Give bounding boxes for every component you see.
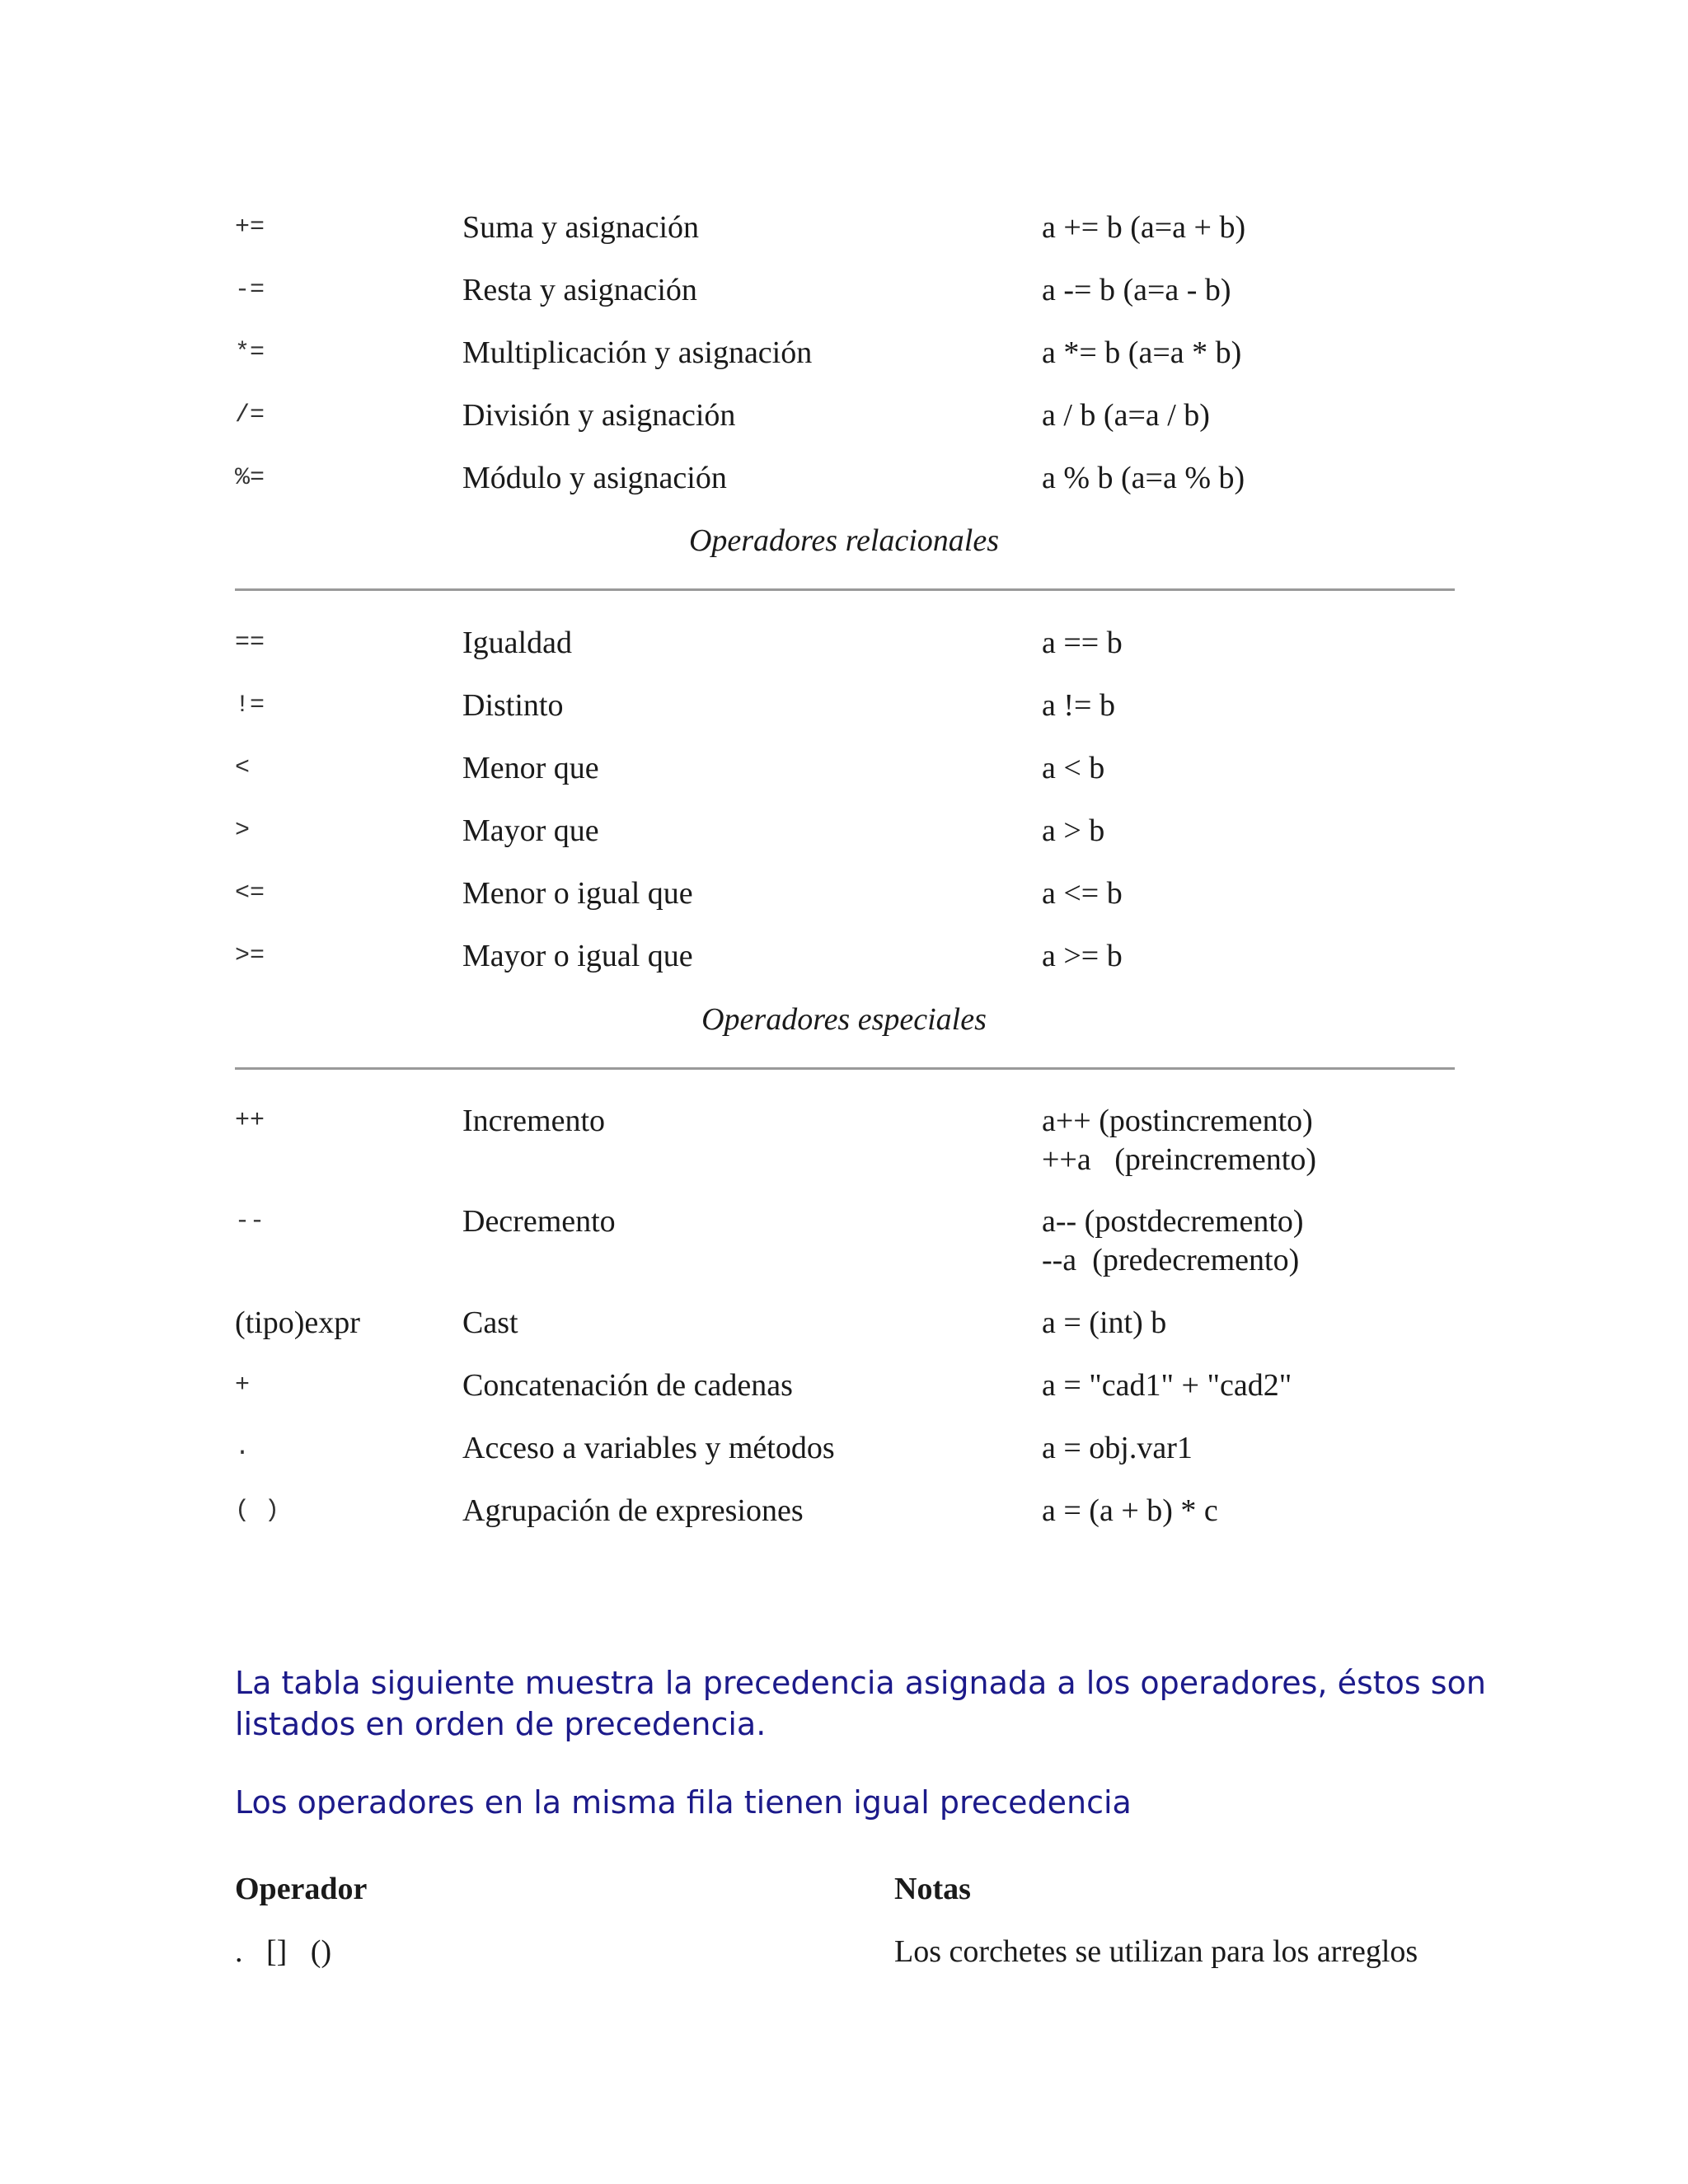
section-divider xyxy=(235,588,1455,591)
operator-description: Menor que xyxy=(462,751,599,785)
operator-example-alt: ++a (preincremento) xyxy=(1042,1142,1316,1177)
operator-symbol: . xyxy=(235,1434,251,1462)
column-header-operator: Operador xyxy=(235,1872,368,1906)
operator-description: Agrupación de expresiones xyxy=(462,1493,804,1528)
precedence-operators: . [] () xyxy=(235,1934,332,1969)
operator-example: a = (a + b) * c xyxy=(1042,1493,1218,1528)
table-row xyxy=(0,270,1688,320)
operator-symbol: (tipo)expr xyxy=(235,1305,360,1340)
operator-description: Mayor o igual que xyxy=(462,939,693,973)
operator-description: Suma y asignación xyxy=(462,210,700,245)
table-row xyxy=(0,686,1688,735)
operator-example: a >= b xyxy=(1042,939,1123,973)
operator-example: a *= b (a=a * b) xyxy=(1042,335,1242,370)
operator-symbol: -= xyxy=(235,276,265,304)
operator-symbol: -- xyxy=(235,1207,265,1235)
operator-symbol: *= xyxy=(235,339,265,367)
operator-example-alt: --a (predecremento) xyxy=(1042,1243,1300,1277)
operator-symbol: >= xyxy=(235,942,265,970)
operator-description: Distinto xyxy=(462,688,564,723)
table-row xyxy=(0,811,1688,860)
operator-description: Resta y asignación xyxy=(462,273,697,307)
note-paragraph: Los operadores en la misma fila tienen igual precedencia xyxy=(235,1784,1132,1821)
operator-symbol: ( ) xyxy=(235,1497,280,1525)
operator-symbol: += xyxy=(235,213,265,241)
operator-description: Acceso a variables y métodos xyxy=(462,1431,835,1465)
operator-description: Cast xyxy=(462,1305,518,1340)
table-row xyxy=(0,208,1688,257)
column-header-notes: Notas xyxy=(894,1872,971,1906)
operator-example: a / b (a=a / b) xyxy=(1042,398,1210,433)
operator-description: Mayor que xyxy=(462,813,599,848)
table-row xyxy=(0,623,1688,673)
table-row xyxy=(0,936,1688,986)
table-row xyxy=(0,333,1688,382)
table-row xyxy=(0,458,1688,508)
table-row xyxy=(0,874,1688,923)
precedence-note: Los corchetes se utilizan para los arreglos xyxy=(894,1934,1418,1969)
operator-description: Multiplicación y asignación xyxy=(462,335,813,370)
operator-example: a = obj.var1 xyxy=(1042,1431,1193,1465)
table-row xyxy=(0,1366,1688,1415)
operator-example: a < b xyxy=(1042,751,1105,785)
operator-example: a <= b xyxy=(1042,876,1123,911)
operator-symbol: ++ xyxy=(235,1107,265,1135)
operator-example: a = "cad1" + "cad2" xyxy=(1042,1368,1292,1403)
table-row xyxy=(0,1491,1688,1540)
operator-example: a != b xyxy=(1042,688,1115,723)
table-row xyxy=(0,1303,1688,1352)
operator-example: a == b xyxy=(1042,626,1123,660)
operator-example: a > b xyxy=(1042,813,1105,848)
operator-symbol: == xyxy=(235,629,265,657)
table-row xyxy=(0,1202,1688,1284)
operator-example: a += b (a=a + b) xyxy=(1042,210,1246,245)
operator-symbol: != xyxy=(235,691,265,719)
table-row xyxy=(0,396,1688,445)
section-heading-special: Operadores especiales xyxy=(701,1002,987,1037)
operator-symbol: > xyxy=(235,817,251,845)
section-heading-relational: Operadores relacionales xyxy=(688,523,1000,558)
operator-symbol: + xyxy=(235,1371,251,1399)
operator-example: a-- (postdecremento) xyxy=(1042,1204,1304,1239)
operator-description: Concatenación de cadenas xyxy=(462,1368,793,1403)
operator-example: a % b (a=a % b) xyxy=(1042,461,1245,495)
operator-description: Decremento xyxy=(462,1204,616,1239)
operator-description: Módulo y asignación xyxy=(462,461,727,495)
operator-symbol: %= xyxy=(235,464,265,492)
intro-paragraph: La tabla siguiente muestra la precedencia asignada a los operadores, éstos son listados en orden de precedencia. xyxy=(235,1665,1486,1742)
operator-description: Menor o igual que xyxy=(462,876,693,911)
table-row xyxy=(0,1101,1688,1183)
operator-description: Igualdad xyxy=(462,626,572,660)
operator-example: a = (int) b xyxy=(1042,1305,1167,1340)
section-divider xyxy=(235,1067,1455,1070)
table-row xyxy=(0,748,1688,798)
operator-description: División y asignación xyxy=(462,398,736,433)
operator-description: Incremento xyxy=(462,1104,606,1138)
table-row xyxy=(0,1428,1688,1478)
operator-symbol: <= xyxy=(235,879,265,907)
operator-example: a++ (postincremento) xyxy=(1042,1104,1313,1138)
operator-symbol: < xyxy=(235,754,251,782)
operator-example: a -= b (a=a - b) xyxy=(1042,273,1231,307)
operator-symbol: /= xyxy=(235,401,265,429)
